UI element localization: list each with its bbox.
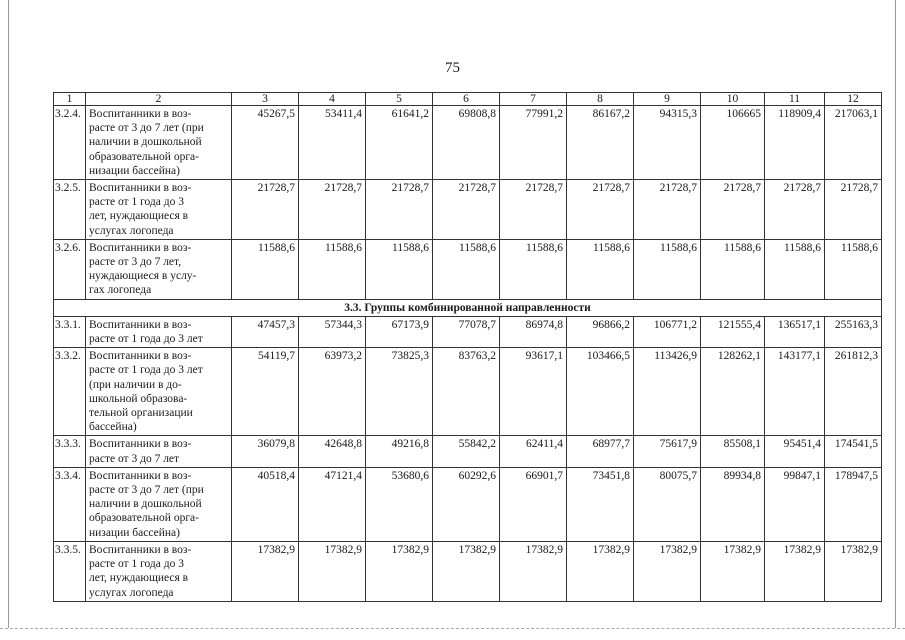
description-line: расте от 1 года до 3	[89, 196, 184, 209]
description-line: Воспитанники в воз-	[89, 182, 192, 195]
column-number-12: 12	[825, 93, 882, 106]
row-code: 3.2.5.	[54, 180, 86, 240]
value-cell: 68977,7	[567, 436, 634, 467]
row-code: 3.2.6.	[54, 239, 86, 299]
value-cell: 53411,4	[299, 106, 366, 180]
value-cell: 93617,1	[500, 348, 567, 436]
column-number-5: 5	[366, 93, 433, 106]
value-cell: 47121,4	[299, 467, 366, 541]
column-number-6: 6	[433, 93, 500, 106]
value-cell: 261812,3	[825, 348, 882, 436]
value-cell: 11588,6	[500, 239, 567, 299]
column-number-4: 4	[299, 93, 366, 106]
row-code: 3.3.1.	[54, 316, 86, 347]
value-cell: 21728,7	[299, 180, 366, 240]
description-line: низации бассейна)	[89, 526, 180, 539]
table-row	[54, 106, 882, 180]
value-cell: 11588,6	[701, 239, 765, 299]
description-line: Воспитанники в воз-	[89, 108, 192, 120]
value-cell: 11588,6	[366, 239, 433, 299]
tariff-table	[53, 92, 882, 602]
value-cell: 89934,8	[701, 467, 765, 541]
value-cell: 17382,9	[825, 541, 882, 601]
value-cell: 60292,6	[433, 467, 500, 541]
description-line: тельной организации	[89, 407, 193, 420]
value-cell: 57344,3	[299, 316, 366, 347]
column-number-2: 2	[86, 93, 232, 106]
value-cell: 75617,9	[634, 436, 701, 467]
table-row	[54, 436, 882, 467]
column-number-11: 11	[765, 93, 825, 106]
value-cell: 11588,6	[825, 239, 882, 299]
value-cell: 21728,7	[765, 180, 825, 240]
value-cell: 40518,4	[232, 467, 299, 541]
value-cell: 113426,9	[634, 348, 701, 436]
description-line: Воспитанники в воз-	[89, 318, 192, 331]
value-cell: 17382,9	[366, 541, 433, 601]
description-line: расте от 3 до 7 лет	[89, 452, 180, 465]
value-cell: 103466,5	[567, 348, 634, 436]
description-line: бассейна)	[89, 421, 137, 434]
value-cell: 69808,8	[433, 106, 500, 180]
value-cell: 11588,6	[433, 239, 500, 299]
value-cell: 255163,3	[825, 316, 882, 347]
value-cell: 21728,7	[825, 180, 882, 240]
value-cell: 42648,8	[299, 436, 366, 467]
column-number-3: 3	[232, 93, 299, 106]
row-description	[86, 180, 232, 240]
row-description	[86, 239, 232, 299]
description-line: (при наличии в до-	[89, 378, 182, 391]
value-cell: 136517,1	[765, 316, 825, 347]
description-line: услугах логопеда	[89, 586, 174, 599]
value-cell: 106665	[701, 106, 765, 180]
value-cell: 17382,9	[433, 541, 500, 601]
row-code: 3.3.3.	[54, 436, 86, 467]
value-cell: 86974,8	[500, 316, 567, 347]
description-line: наличии в дошкольной	[89, 136, 202, 149]
value-cell: 11588,6	[299, 239, 366, 299]
value-cell: 83763,2	[433, 348, 500, 436]
value-cell: 21728,7	[232, 180, 299, 240]
value-cell: 85508,1	[701, 436, 765, 467]
description-line: расте от 1 года до 3 лет	[89, 333, 203, 346]
column-number-7: 7	[500, 93, 567, 106]
description-line: расте от 1 года до 3	[89, 558, 184, 571]
value-cell: 63973,2	[299, 348, 366, 436]
value-cell: 45267,5	[232, 106, 299, 180]
value-cell: 118909,4	[765, 106, 825, 180]
description-line: Воспитанники в воз-	[89, 438, 192, 451]
table-row	[54, 467, 882, 541]
description-line: образовательной орга-	[89, 150, 199, 163]
description-line: Воспитанники в воз-	[89, 350, 192, 363]
column-number-row	[54, 93, 882, 106]
description-line: расте от 3 до 7 лет (при	[89, 122, 204, 135]
value-cell: 21728,7	[433, 180, 500, 240]
value-cell: 53680,6	[366, 467, 433, 541]
value-cell: 143177,1	[765, 348, 825, 436]
table-row	[54, 239, 882, 299]
row-description	[86, 316, 232, 347]
row-code: 3.2.4.	[54, 106, 86, 180]
description-line: расте от 3 до 7 лет,	[89, 256, 182, 269]
description-line: расте от 1 года до 3 лет	[89, 364, 203, 377]
description-line: наличии в дошкольной	[89, 498, 202, 511]
value-cell: 178947,5	[825, 467, 882, 541]
description-line: услугах логопеда	[89, 224, 174, 237]
value-cell: 95451,4	[765, 436, 825, 467]
value-cell: 21728,7	[500, 180, 567, 240]
value-cell: 11588,6	[232, 239, 299, 299]
value-cell: 17382,9	[232, 541, 299, 601]
row-description	[86, 348, 232, 436]
section-row-group	[54, 299, 882, 316]
table-body-after	[54, 316, 882, 601]
description-line: Воспитанники в воз-	[89, 241, 192, 254]
value-cell: 21728,7	[634, 180, 701, 240]
value-cell: 80075,7	[634, 467, 701, 541]
value-cell: 66901,7	[500, 467, 567, 541]
description-line: лет, нуждающиеся в	[89, 572, 189, 585]
column-number-9: 9	[634, 93, 701, 106]
value-cell: 174541,5	[825, 436, 882, 467]
description-line: гах логопеда	[89, 284, 152, 297]
value-cell: 73825,3	[366, 348, 433, 436]
value-cell: 99847,1	[765, 467, 825, 541]
row-description	[86, 541, 232, 601]
description-line: лет, нуждающиеся в	[89, 210, 189, 223]
value-cell: 17382,9	[500, 541, 567, 601]
table-row	[54, 180, 882, 240]
value-cell: 96866,2	[567, 316, 634, 347]
value-cell: 55842,2	[433, 436, 500, 467]
value-cell: 17382,9	[634, 541, 701, 601]
value-cell: 67173,9	[366, 316, 433, 347]
value-cell: 106771,2	[634, 316, 701, 347]
value-cell: 128262,1	[701, 348, 765, 436]
value-cell: 11588,6	[634, 239, 701, 299]
description-line: низации бассейна)	[89, 164, 180, 177]
table-row	[54, 316, 882, 347]
value-cell: 21728,7	[701, 180, 765, 240]
value-cell: 121555,4	[701, 316, 765, 347]
value-cell: 94315,3	[634, 106, 701, 180]
row-description	[86, 106, 232, 180]
table-row	[54, 541, 882, 601]
value-cell: 217063,1	[825, 106, 882, 180]
value-cell: 17382,9	[299, 541, 366, 601]
value-cell: 73451,8	[567, 467, 634, 541]
value-cell: 21728,7	[366, 180, 433, 240]
description-line: школьной образова-	[89, 392, 188, 405]
value-cell: 49216,8	[366, 436, 433, 467]
row-code: 3.3.4.	[54, 467, 86, 541]
row-description	[86, 467, 232, 541]
value-cell: 21728,7	[567, 180, 634, 240]
description-line: нуждающиеся в услу-	[89, 270, 197, 283]
table-body-before	[54, 93, 882, 300]
column-number-8: 8	[567, 93, 634, 106]
value-cell: 54119,7	[232, 348, 299, 436]
row-description	[86, 436, 232, 467]
value-cell: 17382,9	[701, 541, 765, 601]
table-row	[54, 348, 882, 436]
value-cell: 11588,6	[567, 239, 634, 299]
section-title-3-3: 3.3. Группы комбинированной направленности	[54, 299, 882, 316]
column-number-10: 10	[701, 93, 765, 106]
description-line: Воспитанники в воз-	[89, 469, 192, 482]
value-cell: 17382,9	[765, 541, 825, 601]
value-cell: 36079,8	[232, 436, 299, 467]
page-number: 75	[445, 60, 460, 76]
value-cell: 47457,3	[232, 316, 299, 347]
column-number-1: 1	[54, 93, 86, 106]
value-cell: 77078,7	[433, 316, 500, 347]
value-cell: 17382,9	[567, 541, 634, 601]
value-cell: 86167,2	[567, 106, 634, 180]
value-cell: 77991,2	[500, 106, 567, 180]
row-code: 3.3.2.	[54, 348, 86, 436]
value-cell: 62411,4	[500, 436, 567, 467]
description-line: образовательной орга-	[89, 512, 199, 525]
value-cell: 61641,2	[366, 106, 433, 180]
description-line: Воспитанники в воз-	[89, 543, 192, 556]
value-cell: 11588,6	[765, 239, 825, 299]
row-code: 3.3.5.	[54, 541, 86, 601]
description-line: расте от 3 до 7 лет (при	[89, 484, 204, 497]
page-bottom-edge	[0, 628, 905, 629]
